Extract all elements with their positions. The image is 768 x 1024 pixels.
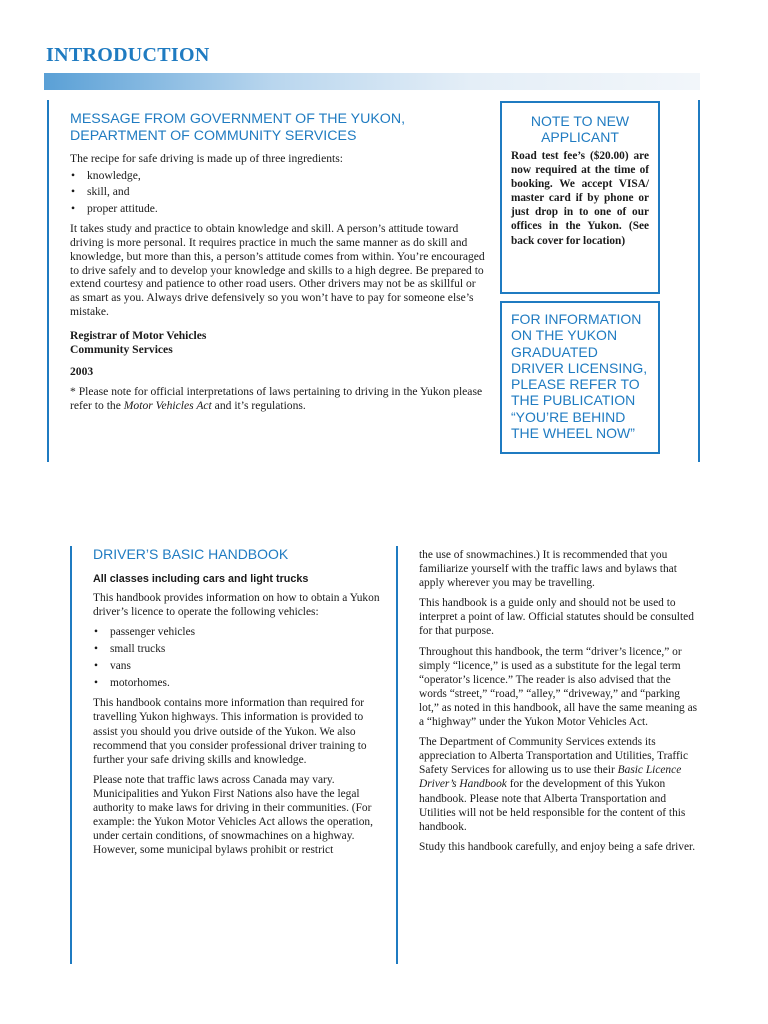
handbook-subheading: All classes including cars and light trucks xyxy=(93,573,309,585)
signature-title: Registrar of Motor Vehicles xyxy=(70,329,207,343)
list-item: • proper attitude. xyxy=(70,202,488,216)
list-item: • small trucks xyxy=(93,642,383,656)
vehicles-list xyxy=(93,625,383,690)
title-gradient-bar xyxy=(44,73,700,90)
note-box-heading: NOTE TO NEW APPLICANT xyxy=(530,113,630,145)
message-heading: MESSAGE FROM GOVERNMENT OF THE YUKON, DEPARTMENT OF COMMUNITY SERVICES xyxy=(70,111,406,144)
info-box-text: FOR INFORMATION ON THE YUKON GRADUATED DRIVER LICENSING, PLEASE REFER TO THE PUBLICATION “YOU’RE BEHIND THE WHEEL NOW” xyxy=(511,311,648,442)
list-item: • skill, and xyxy=(70,185,488,199)
left-rule-top xyxy=(47,100,49,462)
right-rule-top xyxy=(698,100,700,462)
handbook-paragraph: The Department of Community Services extends its appreciation to Alberta Transportation and Utilities, Traffic Safety Services for allowing us to use their Basic Licence Driver’s Handbook for the development of this Yukon handbook. Please note that Alberta Transportation and Utilities will not be held responsible for the content of this handbook. xyxy=(419,736,689,833)
handbook-heading: DRIVER’S BASIC HANDBOOK xyxy=(93,546,289,562)
list-item: • vans xyxy=(93,659,383,673)
list-item: • knowledge, xyxy=(70,169,488,183)
handbook-paragraph: This handbook contains more information than required for travelling Yukon highways. This information is provided to assist you should you drive outside of the Yukon. We also recommend that you consider professional driver training to further your safe driving skills and knowledge. xyxy=(93,697,367,766)
ingredients-list xyxy=(70,169,488,216)
legal-note: * Please note for official interpretations of laws pertaining to driving in the Yukon please refer to the Motor Vehicles Act and it’s regulations. xyxy=(70,384,483,412)
page-title: INTRODUCTION xyxy=(46,44,210,66)
handbook-paragraph: the use of snowmachines.) It is recommended that you familiarize yourself with the traffic laws and bylaws that apply wherever you may be travelling. xyxy=(419,549,677,590)
government-message xyxy=(70,111,488,416)
list-item: • motorhomes. xyxy=(93,676,383,690)
handbook-paragraph: Please note that traffic laws across Canada may vary. Municipalities and Yukon First Nations also have the legal authority to make laws for driving in their communities. (For example: the Yukon Motor Vehicles Act allows the operation, under certain conditions, of snowmachines on a highway. However, some municipal bylaws prohibit or restrict xyxy=(93,773,373,857)
graduated-licensing-info-box xyxy=(500,301,660,454)
column-divider xyxy=(396,546,398,964)
message-intro: The recipe for safe driving is made up of three ingredients: xyxy=(70,152,343,165)
handbook-paragraph: Study this handbook carefully, and enjoy being a safe driver. xyxy=(419,840,696,853)
left-rule-bottom xyxy=(70,546,72,964)
note-box-text: Road test fee’s ($20.00) are now required at the time of booking. We accept VISA/ master card if by phone or just drop in to one of our offices in the Yukon. (See back cover for location) xyxy=(511,150,649,247)
signature-year: 2003 xyxy=(70,364,94,378)
list-item: • passenger vehicles xyxy=(93,625,383,639)
signature-department: Community Services xyxy=(70,343,173,357)
handbook-left-column xyxy=(93,546,383,863)
handbook-paragraph: Throughout this handbook, the term “driver’s licence,” or simply “licence,” is used as a substitute for the legal term “operator’s licence.” The reader is also advised that the words “street,” “road,” “alley,” “driveway,” and “parking lot,” as noted in this handbook, all have the same meaning as a “highway” under the Yukon Motor Vehicles Act. xyxy=(419,645,698,729)
handbook-paragraph: This handbook is a guide only and should not be used to interpret a point of law. Official statutes should be consulted for that purpose. xyxy=(419,597,694,638)
handbook-paragraph: This handbook provides information on how to obtain a Yukon driver’s licence to operate the following vehicles: xyxy=(93,592,380,619)
message-body: It takes study and practice to obtain knowledge and skill. A person’s attitude toward driving is more personal. It requires practice in much the same manner as do skill and knowledge, but more than this, a person’s attitude comes from within. You’re encouraged to drive safely and to develop your knowledge and skills to a high degree. Be prepared to extend courtesy and patience to other road users. Other drivers may not be as skillful or as smart as you. Always drive defensively so you won’t have to pay for someone else’s mistake. xyxy=(70,221,485,319)
handbook-right-column xyxy=(419,548,699,860)
note-to-new-applicant-box xyxy=(500,101,660,294)
